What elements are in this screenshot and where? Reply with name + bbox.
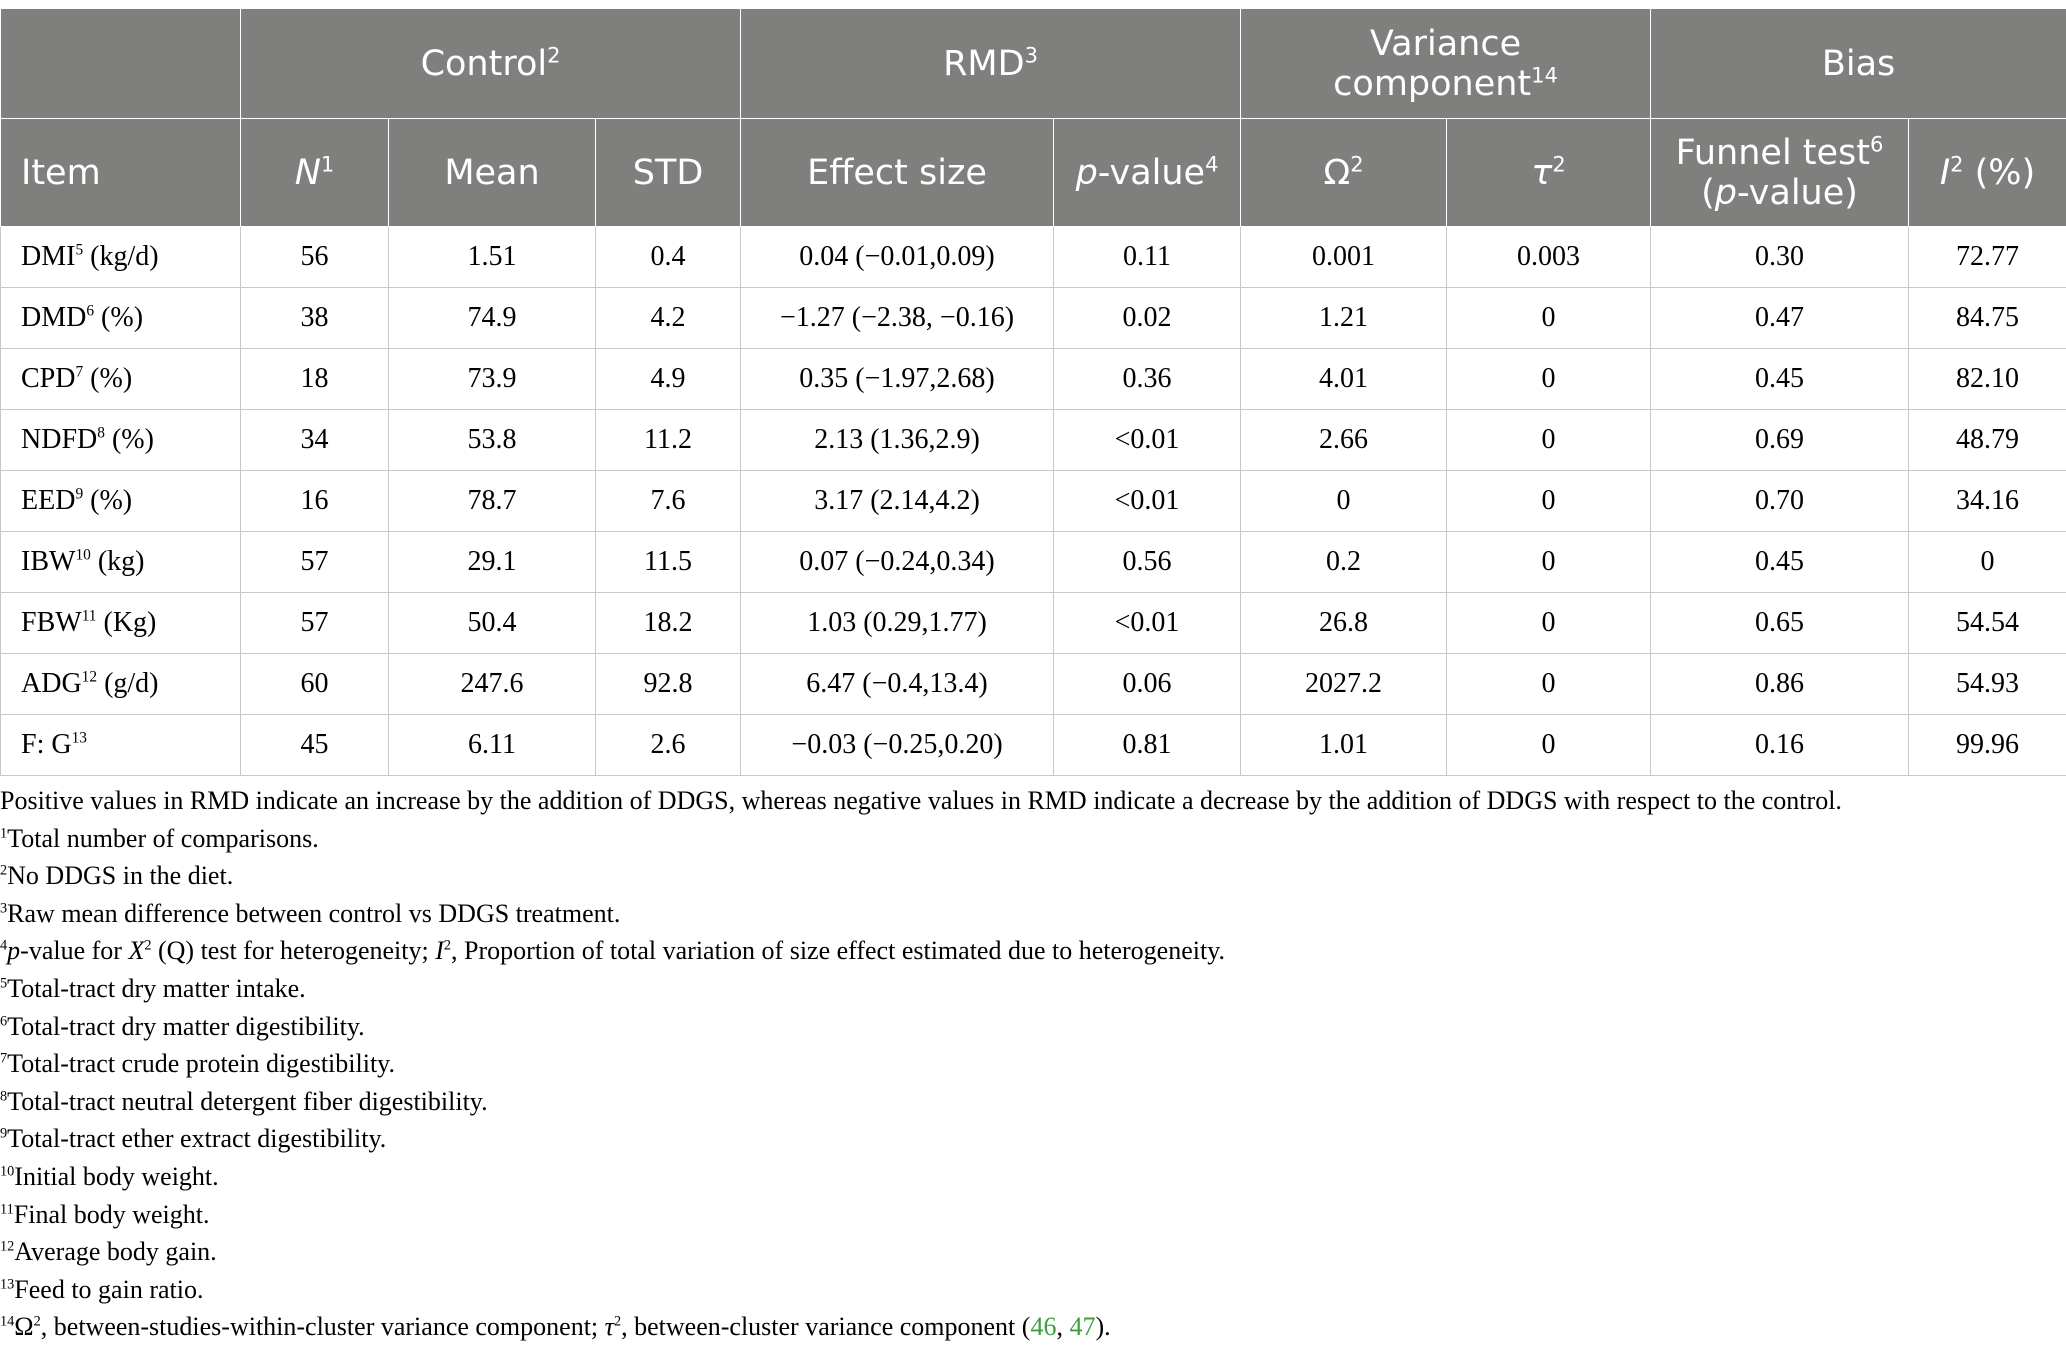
cell-mean: 50.4 (389, 593, 596, 654)
cell-std: 18.2 (596, 593, 741, 654)
table-row (1, 227, 2066, 288)
cell-n: 57 (241, 532, 389, 593)
cell-omega: 0 (1241, 471, 1447, 532)
col-i2-header: $I^2$ (%) (1909, 119, 2066, 227)
table-row (1, 471, 2066, 532)
cell-std: 4.2 (596, 288, 741, 349)
cell-item: ADG$^{12}$ (g/d) (1, 654, 241, 715)
cell-item: DMI$^5$ (kg/d) (1, 227, 241, 288)
cell-mean: 73.9 (389, 349, 596, 410)
footnote-9: $^9$Total-tract ether extract digestibility. (0, 1124, 387, 1154)
reference-link-47[interactable]: 47 (1069, 1312, 1096, 1342)
cell-item: FBW$^{11}$ (Kg) (1, 593, 241, 654)
cell-item: NDFD$^8$ (%) (1, 410, 241, 471)
cell-mean: 78.7 (389, 471, 596, 532)
footnote-3: $^3$Raw mean difference between control vs DDGS treatment. (0, 898, 621, 928)
table-container (0, 8, 2066, 1346)
cell-tau: 0.003 (1447, 227, 1651, 288)
cell-omega: 1.21 (1241, 288, 1447, 349)
cell-i2: 54.54 (1909, 593, 2066, 654)
cell-effect-size: 1.03 (0.29,1.77) (741, 593, 1054, 654)
cell-n: 60 (241, 654, 389, 715)
cell-effect-size: 0.07 (−0.24,0.34) (741, 532, 1054, 593)
footnote-7: $^7$Total-tract crude protein digestibility. (0, 1049, 395, 1079)
results-table (0, 8, 2066, 776)
cell-effect-size: 2.13 (1.36,2.9) (741, 410, 1054, 471)
footnote-2: $^2$No DDGS in the diet. (0, 861, 234, 891)
cell-mean: 74.9 (389, 288, 596, 349)
header-group-control: Control$^2$ (241, 9, 741, 119)
cell-funnel: 0.69 (1651, 410, 1909, 471)
cell-tau: 0 (1447, 654, 1651, 715)
cell-funnel: 0.65 (1651, 593, 1909, 654)
cell-effect-size: 0.35 (−1.97,2.68) (741, 349, 1054, 410)
cell-n: 57 (241, 593, 389, 654)
cell-funnel: 0.70 (1651, 471, 1909, 532)
header-group-bias: Bias (1651, 9, 2066, 119)
table-body (1, 227, 2066, 776)
cell-n: 56 (241, 227, 389, 288)
col-n-header: $N^1$ (241, 119, 389, 227)
cell-tau: 0 (1447, 410, 1651, 471)
cell-funnel: 0.45 (1651, 532, 1909, 593)
cell-i2: 99.96 (1909, 715, 2066, 776)
cell-item: DMD$^6$ (%) (1, 288, 241, 349)
cell-omega: 0.001 (1241, 227, 1447, 288)
header-group-rmd: RMD$^3$ (741, 9, 1241, 119)
cell-funnel: 0.30 (1651, 227, 1909, 288)
footnote-positive: Positive values in RMD indicate an increase by the addition of DDGS, whereas negative values in RMD indicate a decrease by the addition of DDGS with respect to the control. (0, 786, 1842, 815)
cell-item: CPD$^7$ (%) (1, 349, 241, 410)
cell-omega: 0.2 (1241, 532, 1447, 593)
cell-effect-size: 3.17 (2.14,4.2) (741, 471, 1054, 532)
footnote-5: $^5$Total-tract dry matter intake. (0, 973, 306, 1003)
cell-pvalue: 0.11 (1054, 227, 1241, 288)
cell-omega: 2027.2 (1241, 654, 1447, 715)
footnote-8: $^8$Total-tract neutral detergent fiber digestibility. (0, 1086, 488, 1116)
footnote-14: $^{14}\Omega^2$, between-studies-within-cluster variance component; $\tau^2$, between-cluster variance component (46, 47). (0, 1312, 1111, 1342)
footnote-10: $^{10}$Initial body weight. (0, 1161, 219, 1191)
cell-pvalue: 0.81 (1054, 715, 1241, 776)
cell-n: 18 (241, 349, 389, 410)
col-std-header: STD (596, 119, 741, 227)
cell-mean: 247.6 (389, 654, 596, 715)
cell-std: 7.6 (596, 471, 741, 532)
cell-item: IBW$^{10}$ (kg) (1, 532, 241, 593)
footnote-6: $^6$Total-tract dry matter digestibility. (0, 1011, 365, 1041)
cell-std: 0.4 (596, 227, 741, 288)
cell-effect-size: 6.47 (−0.4,13.4) (741, 654, 1054, 715)
cell-std: 2.6 (596, 715, 741, 776)
footnote-12: $^{12}$Average body gain. (0, 1237, 217, 1267)
cell-pvalue: 0.56 (1054, 532, 1241, 593)
cell-std: 11.2 (596, 410, 741, 471)
cell-effect-size: −0.03 (−0.25,0.20) (741, 715, 1054, 776)
cell-tau: 0 (1447, 532, 1651, 593)
cell-i2: 82.10 (1909, 349, 2066, 410)
cell-pvalue: 0.06 (1054, 654, 1241, 715)
table-row (1, 288, 2066, 349)
cell-pvalue: <0.01 (1054, 593, 1241, 654)
table-row (1, 532, 2066, 593)
col-item-header: Item (1, 119, 241, 227)
cell-pvalue: <0.01 (1054, 410, 1241, 471)
table-row (1, 715, 2066, 776)
col-funnel-header: Funnel test$^6$ (p-value) (1651, 119, 1909, 227)
header-group-variance: Variance component$^{14}$ (1241, 9, 1651, 119)
table-row (1, 593, 2066, 654)
col-omega-header: $\Omega^2$ (1241, 119, 1447, 227)
cell-omega: 2.66 (1241, 410, 1447, 471)
cell-i2: 0 (1909, 532, 2066, 593)
cell-tau: 0 (1447, 715, 1651, 776)
cell-effect-size: −1.27 (−2.38, −0.16) (741, 288, 1054, 349)
cell-tau: 0 (1447, 288, 1651, 349)
reference-link-46[interactable]: 46 (1030, 1312, 1057, 1342)
cell-i2: 34.16 (1909, 471, 2066, 532)
header-group-row (1, 9, 2066, 119)
cell-i2: 48.79 (1909, 410, 2066, 471)
cell-omega: 26.8 (1241, 593, 1447, 654)
cell-tau: 0 (1447, 593, 1651, 654)
cell-funnel: 0.45 (1651, 349, 1909, 410)
cell-tau: 0 (1447, 471, 1651, 532)
cell-effect-size: 0.04 (−0.01,0.09) (741, 227, 1054, 288)
cell-std: 92.8 (596, 654, 741, 715)
cell-pvalue: <0.01 (1054, 471, 1241, 532)
footnote-11: $^{11}$Final body weight. (0, 1199, 210, 1229)
header-empty-cell (1, 9, 241, 119)
footnote-1: $^1$Total number of comparisons. (0, 823, 319, 853)
cell-pvalue: 0.36 (1054, 349, 1241, 410)
table-row (1, 410, 2066, 471)
footnotes (0, 782, 2066, 1346)
cell-item: F: $G^{13}$ (1, 715, 241, 776)
cell-pvalue: 0.02 (1054, 288, 1241, 349)
cell-omega: 4.01 (1241, 349, 1447, 410)
table-row (1, 654, 2066, 715)
table-row (1, 349, 2066, 410)
cell-mean: 6.11 (389, 715, 596, 776)
cell-n: 45 (241, 715, 389, 776)
cell-n: 34 (241, 410, 389, 471)
footnote-13: $^{13}$Feed to gain ratio. (0, 1274, 204, 1304)
col-tau-header: $\tau^2$ (1447, 119, 1651, 227)
cell-n: 16 (241, 471, 389, 532)
cell-std: 11.5 (596, 532, 741, 593)
cell-i2: 72.77 (1909, 227, 2066, 288)
cell-funnel: 0.16 (1651, 715, 1909, 776)
cell-mean: 29.1 (389, 532, 596, 593)
col-mean-header: Mean (389, 119, 596, 227)
cell-item: EED$^9$ (%) (1, 471, 241, 532)
cell-n: 38 (241, 288, 389, 349)
cell-mean: 1.51 (389, 227, 596, 288)
cell-omega: 1.01 (1241, 715, 1447, 776)
cell-funnel: 0.47 (1651, 288, 1909, 349)
cell-i2: 54.93 (1909, 654, 2066, 715)
header-column-row (1, 119, 2066, 227)
col-effect-size-header: Effect size (741, 119, 1054, 227)
cell-mean: 53.8 (389, 410, 596, 471)
cell-funnel: 0.86 (1651, 654, 1909, 715)
cell-std: 4.9 (596, 349, 741, 410)
footnote-4: $^4$p-value for $X^2$ (Q) test for heterogeneity; $I^2$, Proportion of total variation of size effect estimated due to heterogeneity. (0, 936, 1226, 966)
cell-tau: 0 (1447, 349, 1651, 410)
cell-i2: 84.75 (1909, 288, 2066, 349)
col-pvalue-header: p-value$^4$ (1054, 119, 1241, 227)
